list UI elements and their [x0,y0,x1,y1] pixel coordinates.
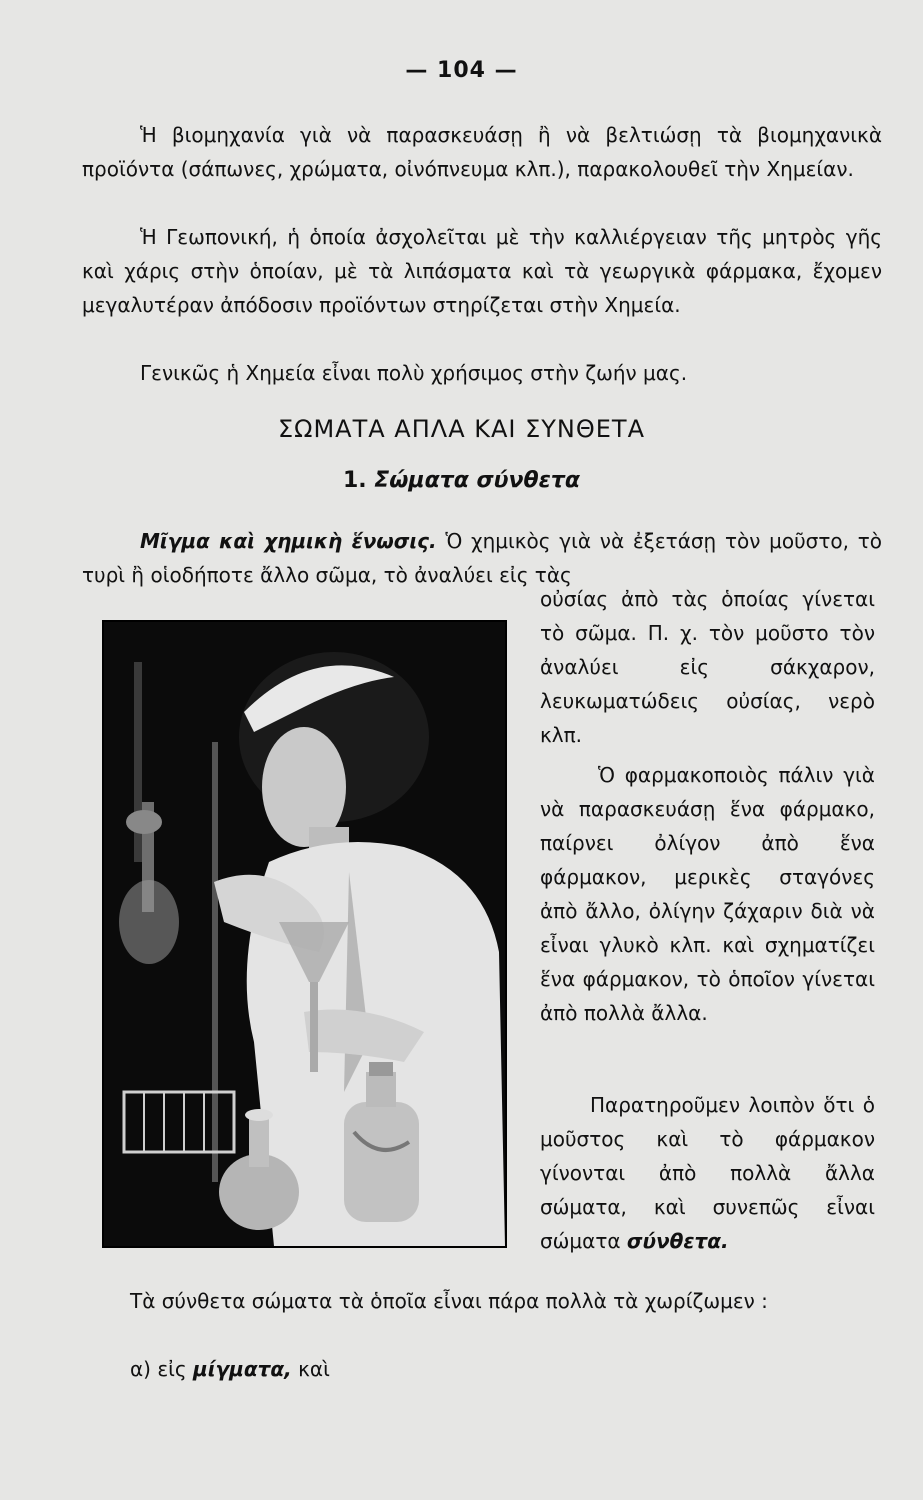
paragraph-closing: Τὰ σύνθετα σώματα τὰ ὁποῖα εἶναι πάρα πολλὰ τὰ χωρίζωμεν : [130,1289,768,1313]
page-number: — 104 — [405,58,518,83]
subsection-number: 1. [342,468,367,493]
list-item-a-emph: μίγματα, [193,1357,292,1381]
subsection-heading [0,468,923,493]
observation-emph: σύνθετα. [626,1229,729,1253]
paragraph-agriculture: Ἡ Γεωπονική, ἡ ὁποία ἀσχολεῖται μὲ τὴν καλλιέργειαν τῆς μητρὸς γῆς καὶ χάρις στὴν ὁποίαν, μὲ τὰ λιπάσματα καὶ τὰ γεωργικὰ φάρμακα, ἔχομεν μεγαλυτέραν ἀπόδοσιν προϊόντων στηρίζεται στὴν Χημεία. [82,225,882,317]
chemist-photo [102,620,507,1248]
section-heading: ΣΩΜΑΤΑ ΑΠΛΑ ΚΑΙ ΣΥΝΘΕΤΑ [277,415,646,443]
paragraph-observation [540,1088,875,1258]
mixture-lead: Μῖγμα καὶ χημικὴ ἕνωσις. [140,529,437,553]
list-item-a-suffix: καὶ [291,1357,330,1381]
list-item-a-prefix: α) εἰς [130,1357,194,1381]
paragraph-industry: Ἡ βιομηχανία γιὰ νὰ παρασκευάσῃ ἢ νὰ βελτιώσῃ τὰ βιομηχανικὰ προϊόντα (σάπωνες, χρώματα, οἰνόπνευμα κλπ.), παρακολουθεῖ τὴν Χημείαν. [82,123,882,181]
paragraph-pharmacist: Ὁ φαρμακοποιὸς πάλιν γιὰ νὰ παρασκευάσῃ ἕνα φάρμακο, παίρνει ὀλίγον ἀπὸ ἕνα φάρμακον, μερικὲς σταγόνες ἀπὸ ἄλλο, ὀλίγην ζάχαριν διὰ νὰ εἶναι γλυκὸ κλπ. καὶ σχηματίζει ἕνα φάρμακον, τὸ ὁποῖον γίνεται ἀπὸ πολλὰ ἄλλα. [540,763,875,1025]
observation-text: Παρατηροῦμεν λοιπὸν ὅτι ὁ μοῦστος καὶ τὸ φάρμακον γίνονται ἀπὸ πολλὰ ἄλλα σώματα, καὶ συνεπῶς εἶναι σώματα [540,1093,875,1253]
chemist-photo-icon [104,622,505,1246]
list-item-a [130,1352,830,1386]
paragraph-general: Γενικῶς ἡ Χημεία εἶναι πολὺ χρήσιμος στὴν ζωήν μας. [140,361,688,385]
paragraph-analysis: οὐσίας ἀπὸ τὰς ὁποίας γίνεται τὸ σῶμα. Π. χ. τὸν μοῦστο τὸν ἀναλύει εἰς σάκχαρον, λευκωματώδεις οὐσίας, νερὸ κλπ. [540,587,875,747]
mixture-text: Ὁ χημικὸς γιὰ νὰ ἐξετάσῃ τὸν μοῦστο, τὸ τυρὶ ἢ οἱοδήποτε ἄλλο σῶμα, τὸ ἀναλύει εἰς τὰς [82,529,882,587]
subsection-title: Σώματα σύνθετα [374,468,581,493]
